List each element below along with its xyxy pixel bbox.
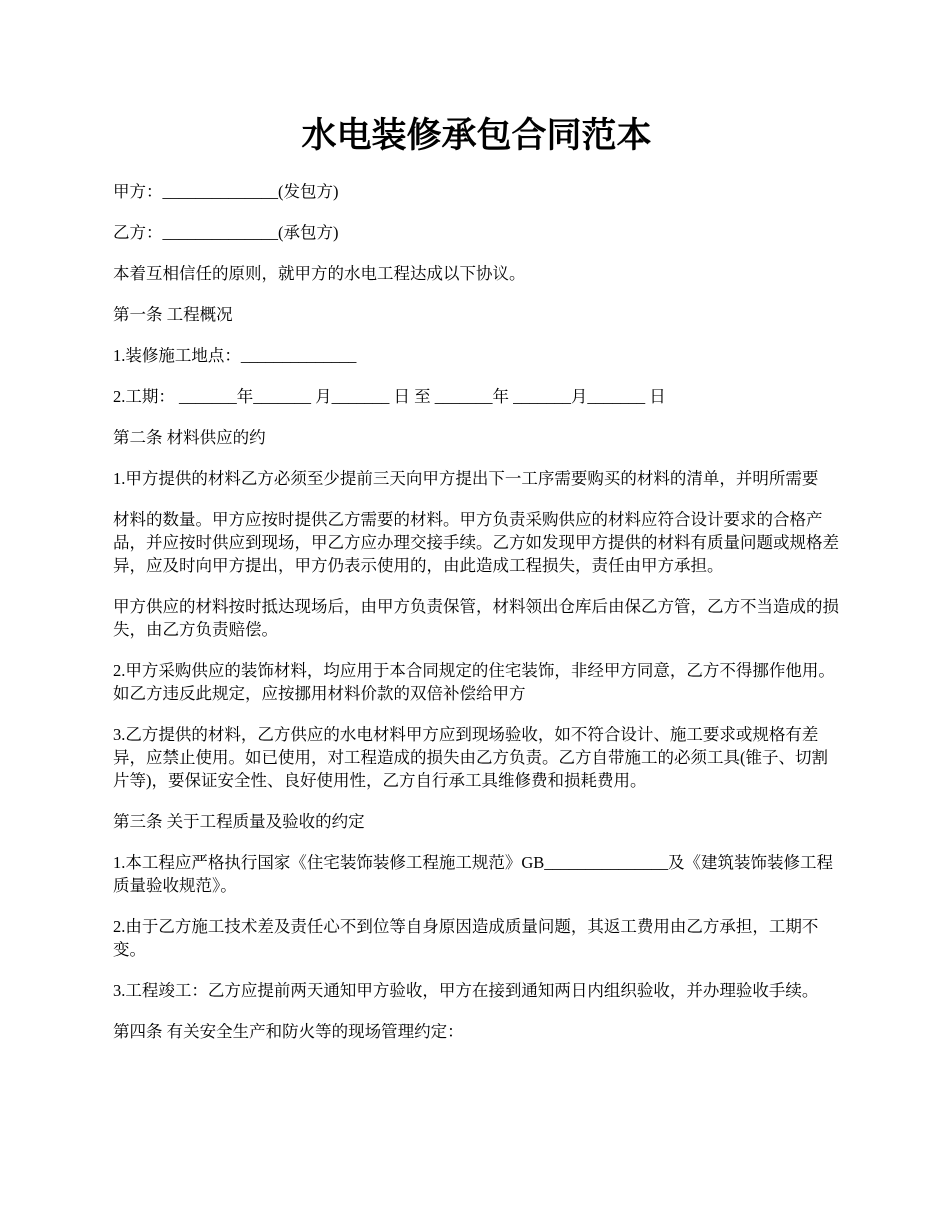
article-2-item-1: 1.甲方提供的材料乙方必须至少提前三天向甲方提出下一工序需要购买的材料的清单，并明所需要: [113, 469, 819, 488]
document-title: 水电装修承包合同范本: [301, 116, 652, 155]
article-2-item-3: 3.乙方提供的材料，乙方供应的水电材料甲方应到现场验收，如不符合设计、施工要求或规格有差异，应禁止使用。如已使用，对工程造成的损失由乙方负责。乙方自带施工的必须工具(锥子、切割片等)，要保证安全性、良好使用性，乙方自行承工具维修费和损耗费用。: [113, 725, 828, 790]
article-2-storage: 甲方供应的材料按时抵达现场后，由甲方负责保管，材料领出仓库后由保乙方管，乙方不当造成的损失，由乙方负责赔偿。: [113, 597, 839, 639]
article-1-heading: 第一条 工程概况: [113, 305, 233, 324]
article-1-item-1: 1.装修施工地点：______________: [113, 346, 357, 365]
article-2-item-1-continued: 材料的数量。甲方应按时提供乙方需要的材料。甲方负责采购供应的材料应符合设计要求的合格产品，并应按时供应到现场，甲乙方应办理交接手续。乙方如发现甲方提供的材料有质量问题或规格差异，应及时向甲方提出，甲方仍表示使用的，由此造成工程损失，责任由甲方承担。: [113, 510, 839, 575]
article-2-item-2: 2.甲方采购供应的装饰材料，均应用于本合同规定的住宅装饰，非经甲方同意，乙方不得挪作他用。如乙方违反此规定，应按挪用材料价款的双倍补偿给甲方: [113, 661, 835, 703]
party-b-line: 乙方：______________(承包方): [113, 223, 339, 242]
article-2-heading: 第二条 材料供应的约: [113, 428, 266, 447]
preamble: 本着互相信任的原则，就甲方的水电工程达成以下协议。: [113, 264, 526, 283]
article-3-item-3: 3.工程竣工：乙方应提前两天通知甲方验收，甲方在接到通知两日内组织验收，并办理验收手续。: [113, 981, 819, 1000]
article-1-item-2: 2.工期： _______年_______ 月_______ 日 至 _______年 _______月_______ 日: [113, 387, 666, 406]
party-a-line: 甲方：______________(发包方): [113, 182, 339, 201]
article-3-item-2: 2.由于乙方施工技术差及责任心不到位等自身原因造成质量问题，其返工费用由乙方承担，工期不变。: [113, 917, 819, 959]
article-4-heading: 第四条 有关安全生产和防火等的现场管理约定：: [113, 1022, 464, 1041]
article-3-item-1: 1.本工程应严格执行国家《住宅装饰装修工程施工规范》GB_______________及《建筑装饰装修工程质量验收规范》。: [113, 853, 834, 895]
article-3-heading: 第三条 关于工程质量及验收的约定: [113, 812, 365, 831]
document-body: [113, 180, 840, 1061]
